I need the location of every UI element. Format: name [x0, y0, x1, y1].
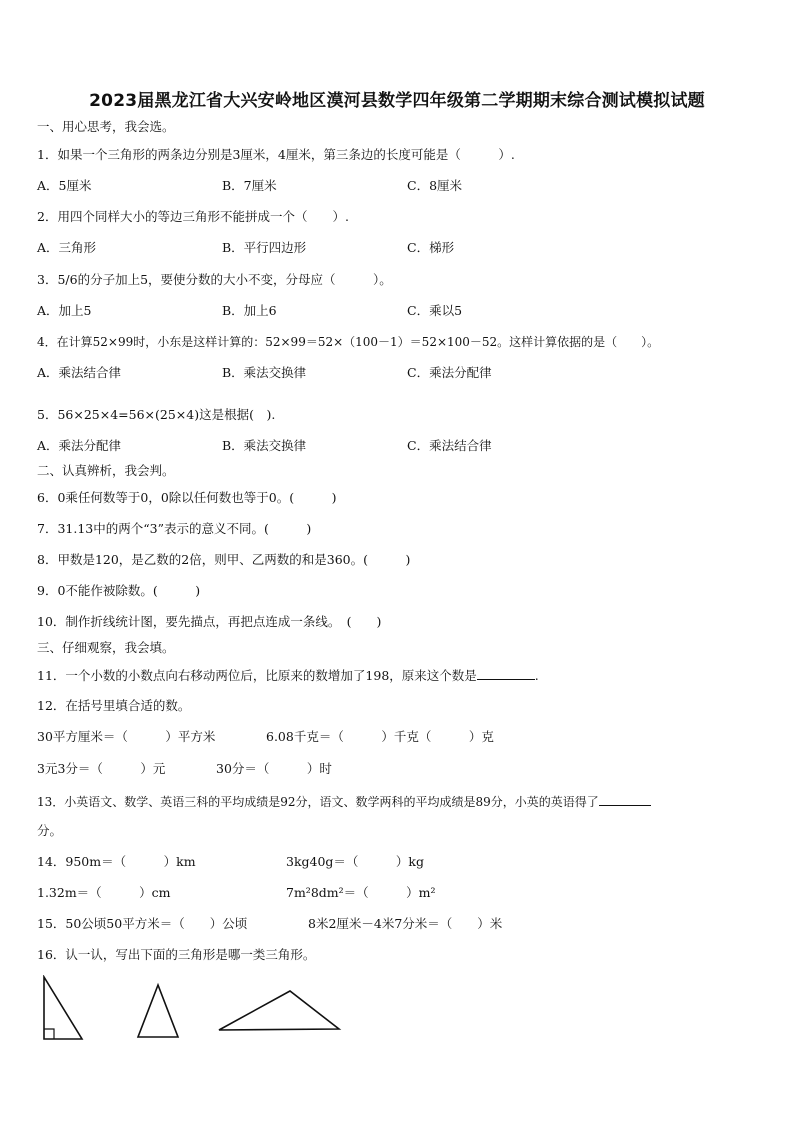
question-13-text: 13．小英语文、数学、英语三科的平均成绩是92分，语文、数学两科的平均成绩是89分，小英的英语得了 [37, 795, 599, 809]
question-3-option-b: B．加上6 [222, 303, 277, 318]
question-12-part-a: 30平方厘米＝（ ）平方米 [37, 729, 216, 744]
right-triangle [44, 977, 82, 1039]
triangle-figures [36, 975, 356, 1045]
question-16: 16．认一认，写出下面的三角形是哪一类三角形。 [37, 947, 316, 962]
question-2-option-c: C．梯形 [407, 240, 455, 255]
question-14-part-a: 14．950m＝（ ）km [37, 854, 196, 869]
question-13-unit: 分。 [37, 823, 63, 838]
acute-triangle [138, 985, 178, 1037]
question-4: 4．在计算52×99时，小东是这样计算的：52×99＝52×（100－1）＝52×100－52。这样计算依据的是（ ）。 [37, 335, 660, 349]
question-8: 8．甲数是120，是乙数的2倍，则甲、乙两数的和是360。( ) [37, 552, 411, 567]
question-5-option-a: A．乘法分配律 [37, 438, 122, 453]
question-3: 3．5/6的分子加上5，要使分数的大小不变，分母应（ ）。 [37, 272, 392, 287]
question-14-part-d: 7m²8dm²＝（ ）m² [286, 885, 436, 900]
page-title: 2023届黑龙江省大兴安岭地区漠河县数学四年级第二学期期末综合测试模拟试题 [89, 91, 705, 111]
question-5: 5．56×25×4=56×(25×4)这是根据( ). [37, 407, 276, 422]
question-3-option-c: C．乘以5 [407, 303, 463, 318]
question-15-part-b: 8米2厘米－4米7分米＝（ ）米 [308, 916, 503, 931]
question-6: 6．0乘任何数等于0，0除以任何数也等于0。( ) [37, 490, 337, 505]
question-4-option-c: C．乘法分配律 [407, 365, 492, 380]
obtuse-triangle [219, 991, 339, 1030]
question-9: 9．0不能作被除数。( ) [37, 583, 201, 598]
section-heading-2: 二、认真辨析，我会判。 [37, 463, 175, 478]
question-14-part-b: 3kg40g＝（ ）kg [286, 854, 425, 869]
question-12-part-b: 6.08千克＝（ ）千克（ ）克 [266, 729, 494, 744]
answer-blank [477, 666, 535, 680]
question-1-option-b: B．7厘米 [222, 178, 277, 193]
question-10: 10．制作折线统计图，要先描点，再把点连成一条线。 ( ) [37, 614, 382, 629]
answer-blank [599, 792, 651, 806]
question-7: 7．31.13中的两个“3”表示的意义不同。( ) [37, 521, 312, 536]
section-heading-3: 三、仔细观察，我会填。 [37, 640, 175, 655]
question-3-option-a: A．加上5 [37, 303, 92, 318]
question-1-option-a: A．5厘米 [37, 178, 92, 193]
question-1-option-c: C．8厘米 [407, 178, 463, 193]
question-2: 2．用四个同样大小的等边三角形不能拼成一个（ ）. [37, 209, 349, 224]
question-14-part-c: 1.32m＝（ ）cm [37, 885, 171, 900]
question-2-option-a: A．三角形 [37, 240, 97, 255]
section-heading-1: 一、用心思考，我会选。 [37, 119, 175, 134]
question-12-part-d: 30分＝（ ）时 [216, 761, 332, 776]
question-5-option-c: C．乘法结合律 [407, 438, 492, 453]
question-11-text: 11．一个小数的小数点向右移动两位后，比原来的数增加了198，原来这个数是 [37, 668, 477, 683]
question-1: 1．如果一个三角形的两条边分别是3厘米，4厘米，第三条边的长度可能是（ ）. [37, 147, 515, 162]
question-13 [37, 792, 651, 811]
question-5-option-b: B．乘法交换律 [222, 438, 307, 453]
question-12: 12．在括号里填合适的数。 [37, 698, 191, 713]
question-4-option-a: A．乘法结合律 [37, 365, 122, 380]
question-2-option-b: B．平行四边形 [222, 240, 307, 255]
question-4-option-b: B．乘法交换律 [222, 365, 307, 380]
question-12-part-c: 3元3分＝（ ）元 [37, 761, 166, 776]
question-15-part-a: 15．50公顷50平方米＝（ ）公顷 [37, 916, 248, 931]
question-11 [37, 666, 539, 685]
question-11-end: . [534, 668, 539, 683]
